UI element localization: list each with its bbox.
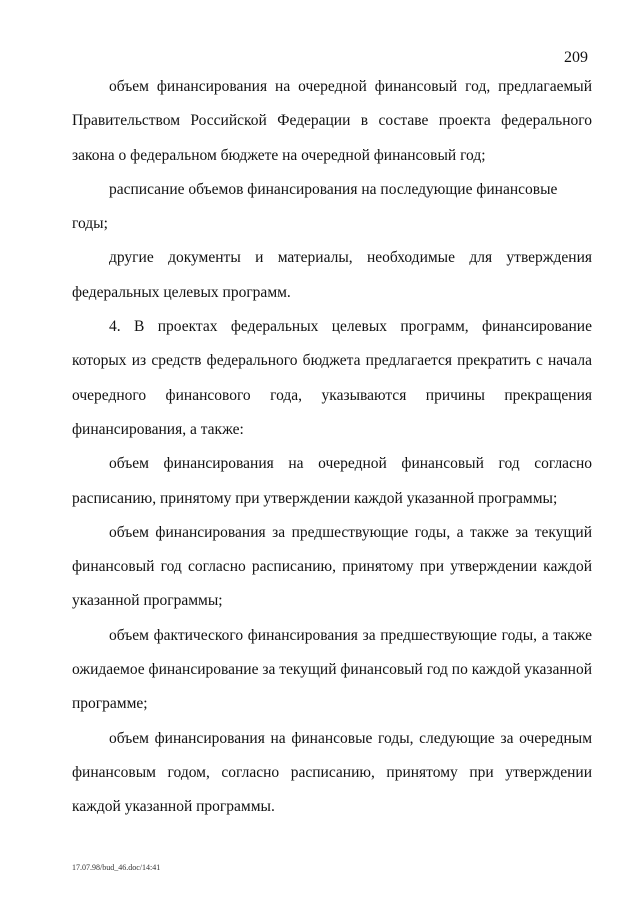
page-number: 209 — [564, 49, 588, 66]
paragraph: 4. В проектах федеральных целевых программ, финансирование которых из средств федерального бюджета предлагается прекратить с начала очередного финансового года, указываются причины прекращения финансирования, а также: — [72, 318, 592, 438]
paragraph: объем финансирования на очередной финансовый год, предлагаемый Правительством Российской Федерации в составе проекта федерального закона о федеральном бюджете на очередной финансовый год; — [72, 78, 592, 164]
paragraph: объем финансирования на финансовые годы, следующие за очередным финансовым годом, согласно расписанию, принятому при утверждении каждой указанной программы. — [72, 729, 592, 816]
file-footer: 17.07.98/bud_46.doc/14:41 — [72, 863, 161, 872]
paragraph: расписание объемов финансирования на последующие финансовые годы; — [72, 180, 558, 233]
paragraph: объем финансирования на очередной финансовый год согласно расписанию, принятому при утверждении каждой указанной программы; — [72, 455, 592, 507]
body-text — [72, 70, 592, 825]
paragraph: объем финансирования за предшествующие годы, а также за текущий финансовый год согласно расписанию, принятому при утверждении каждой указанной программы; — [72, 523, 592, 610]
paragraph: другие документы и материалы, необходимые для утверждения федеральных целевых программ. — [72, 249, 592, 301]
paragraph: объем фактического финансирования за предшествующие годы, а также ожидаемое финансирование за текущий финансовый год по каждой указанной программе; — [72, 626, 592, 713]
